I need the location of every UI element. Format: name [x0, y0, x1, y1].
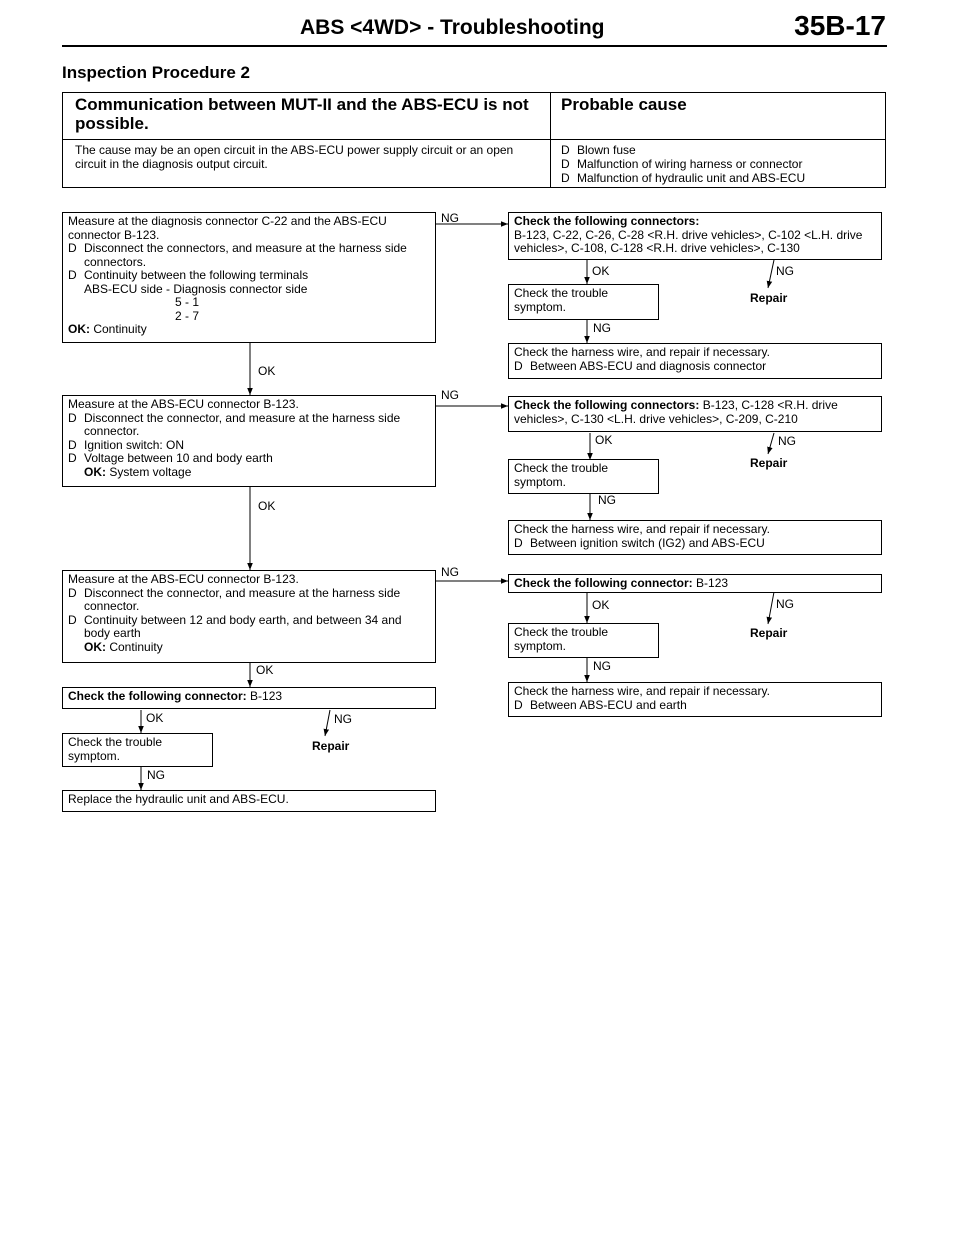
ng-label: NG	[441, 211, 459, 225]
ng-label: NG	[593, 321, 611, 335]
ng-label: NG	[441, 388, 459, 402]
step4-replace-box: Replace the hydraulic unit and ABS-ECU.	[62, 790, 436, 812]
ng-label: NG	[598, 493, 616, 507]
step2-measure-box: Measure at the ABS-ECU connector B-123. D Disconnect the connector, and measure at the harness side connector. D Ignition switch: ON D Voltage between 10 and body earth OK: System voltage	[62, 395, 436, 487]
ng-label: NG	[776, 597, 794, 611]
ok-label: OK	[595, 433, 613, 447]
step1-measure-box: Measure at the diagnosis connector C-22 and the ABS-ECU connector B-123. D Disconnect the connectors, and measure at the harness side connectors. D Continuity between the following terminals ABS-ECU side - Diagnosis connector side 5 - 1 2 - 7 OK: Continuity	[62, 212, 436, 343]
cause-item: D Malfunction of hydraulic unit and ABS-ECU	[561, 171, 806, 185]
step4-trouble-box: Check the trouble symptom.	[62, 733, 213, 767]
ng-label: NG	[776, 264, 794, 278]
page-header-title: ABS <4WD> - Troubleshooting	[300, 16, 605, 39]
ok-label: OK	[258, 499, 276, 513]
repair-label: Repair	[750, 626, 788, 640]
ok-label: OK	[146, 711, 164, 725]
step1-ng-check-box: Check the following connectors: B-123, C-22, C-26, C-28 <R.H. drive vehicles>, C-102 <L.H. drive vehicles>, C-108, C-128 <R.H. drive vehicles>, C-130	[508, 212, 882, 260]
repair-label: Repair	[750, 456, 788, 470]
cause-item: D Blown fuse	[561, 143, 636, 157]
ok-label: OK	[592, 598, 610, 612]
step2-ng-check-box: Check the following connectors: B-123, C-128 <R.H. drive vehicles>, C-130 <L.H. drive vehicles>, C-209, C-210	[508, 396, 882, 432]
cause-description: The cause may be an open circuit in the ABS-ECU power supply circuit or an open circuit in the diagnosis output circuit.	[75, 143, 514, 171]
step2-harness-box: Check the harness wire, and repair if necessary. D Between ignition switch (IG2) and ABS-ECU	[508, 520, 882, 555]
step3-measure-box: Measure at the ABS-ECU connector B-123. D Disconnect the connector, and measure at the harness side connector. D Continuity between 12 and body earth, and between 34 and body earth OK: Continuity	[62, 570, 436, 663]
cause-item: D Malfunction of wiring harness or connector	[561, 157, 803, 171]
step2-trouble-box: Check the trouble symptom.	[508, 459, 659, 494]
repair-label: Repair	[312, 739, 350, 753]
step1-harness-box: Check the harness wire, and repair if necessary. D Between ABS-ECU and diagnosis connector	[508, 343, 882, 379]
ng-label: NG	[334, 712, 352, 726]
section-title: Inspection Procedure 2	[62, 63, 250, 82]
step4-check-box: Check the following connector: B-123	[62, 687, 436, 709]
probable-cause-heading: Probable cause	[561, 95, 687, 114]
step1-trouble-box: Check the trouble symptom.	[508, 284, 659, 320]
page-number: 35B-17	[794, 10, 886, 41]
ng-label: NG	[441, 565, 459, 579]
ok-label: OK	[256, 663, 274, 677]
step3-ng-check-box: Check the following connector: B-123	[508, 574, 882, 593]
step3-harness-box: Check the harness wire, and repair if necessary. D Between ABS-ECU and earth	[508, 682, 882, 717]
ng-label: NG	[147, 768, 165, 782]
symptom-heading: Communication between MUT-II and the ABS-ECU is not possible.	[75, 95, 529, 133]
ok-label: OK	[258, 364, 276, 378]
ng-label: NG	[778, 434, 796, 448]
ok-label: OK	[592, 264, 610, 278]
repair-label: Repair	[750, 291, 788, 305]
ng-label: NG	[593, 659, 611, 673]
step3-trouble-box: Check the trouble symptom.	[508, 623, 659, 658]
